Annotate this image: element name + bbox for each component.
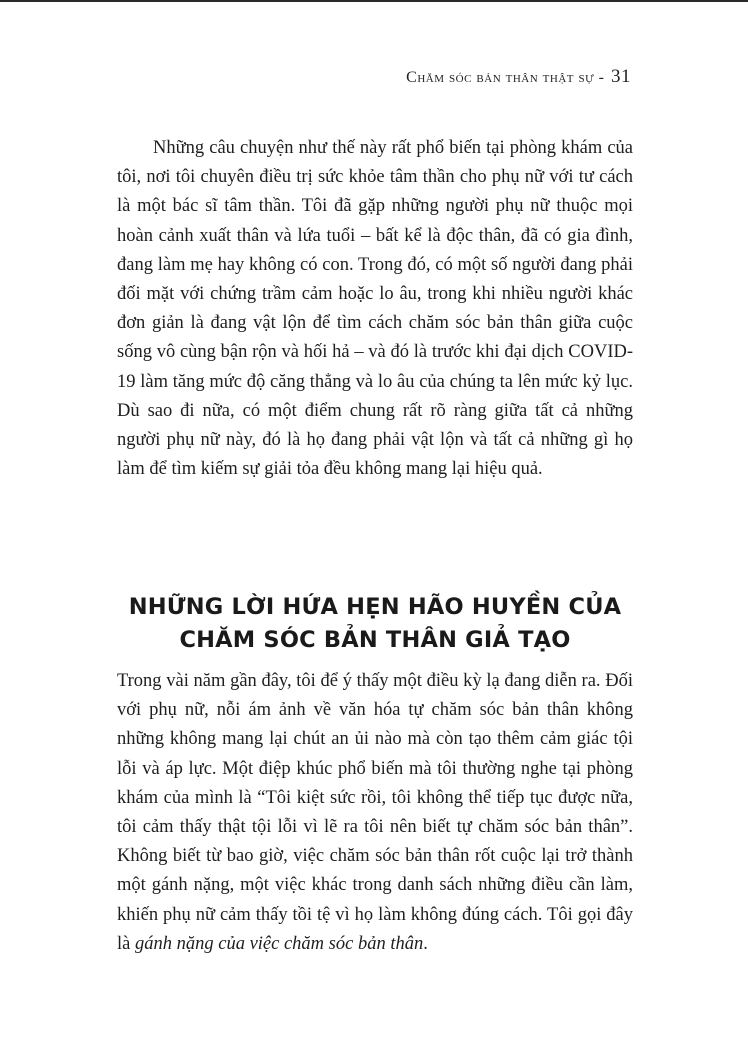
section-heading-line-2: CHĂM SÓC BẢN THÂN GIẢ TẠO: [179, 627, 571, 653]
running-head-separator: -: [594, 69, 609, 86]
paragraph-2-emphasis: gánh nặng của việc chăm sóc bản thân: [134, 933, 424, 954]
running-head-title: Chăm sóc bản thân thật sự: [406, 69, 595, 86]
body-paragraph-1: Những câu chuyện như thế này rất phổ biến tại phòng khám của tôi, nơi tôi chuyên điều trị sức khỏe tâm thần cho phụ nữ với tư cách là một bác sĩ tâm thần. Tôi đã gặp những người phụ nữ thuộc mọi hoàn cảnh xuất thân và lứa tuổi – bất kể là độc thân, đã có gia đình, đang làm mẹ hay không có con. Trong đó, có một số người đang phải đối mặt với chứng trầm cảm hoặc lo âu, trong khi nhiều người khác đơn giản là đang vật lộn để tìm cách chăm sóc bản thân giữa cuộc sống vô cùng bận rộn và hối hả – và đó là trước khi đại dịch COVID-19 làm tăng mức độ căng thẳng và lo âu của chúng ta lên mức kỷ lục. Dù sao đi nữa, có một điểm chung rất rõ ràng giữa tất cả những người phụ nữ này, đó là họ đang phải vật lộn và tất cả những gì họ làm để tìm kiếm sự giải tỏa đều không mang lại hiệu quả.: [117, 138, 633, 480]
top-border-rule: [0, 0, 748, 2]
paragraph-2-text: Trong vài năm gần đây, tôi để ý thấy một điều kỳ lạ đang diễn ra. Đối với phụ nữ, nỗi ám ảnh về văn hóa tự chăm sóc bản thân không những không mang lại chút an ủi nào mà còn tạo thêm cảm giác tội lỗi và áp lực. Một điệp khúc phổ biến mà tôi thường nghe tại phòng khám của mình là “Tôi kiệt sức rồi, tôi không thể tiếp tục được nữa, tôi cảm thấy thật tội lỗi vì lẽ ra tôi nên biết tự chăm sóc bản thân”. Không biết từ bao giờ, việc chăm sóc bản thân rốt cuộc lại trở thành một gánh nặng, một việc khác trong danh sách những điều cần làm, khiến phụ nữ cảm thấy tồi tệ vì họ làm không đúng cách. Tôi gọi đây là: [117, 671, 633, 954]
section-heading-line-1: NHỮNG LỜI HỨA HẸN HÃO HUYỀN CỦA: [128, 594, 622, 620]
paragraph-2-end: .: [423, 933, 428, 954]
page-number: 31: [611, 66, 631, 87]
section-heading: [117, 591, 633, 657]
running-head: [406, 66, 631, 88]
body-paragraph-2: [117, 667, 633, 959]
